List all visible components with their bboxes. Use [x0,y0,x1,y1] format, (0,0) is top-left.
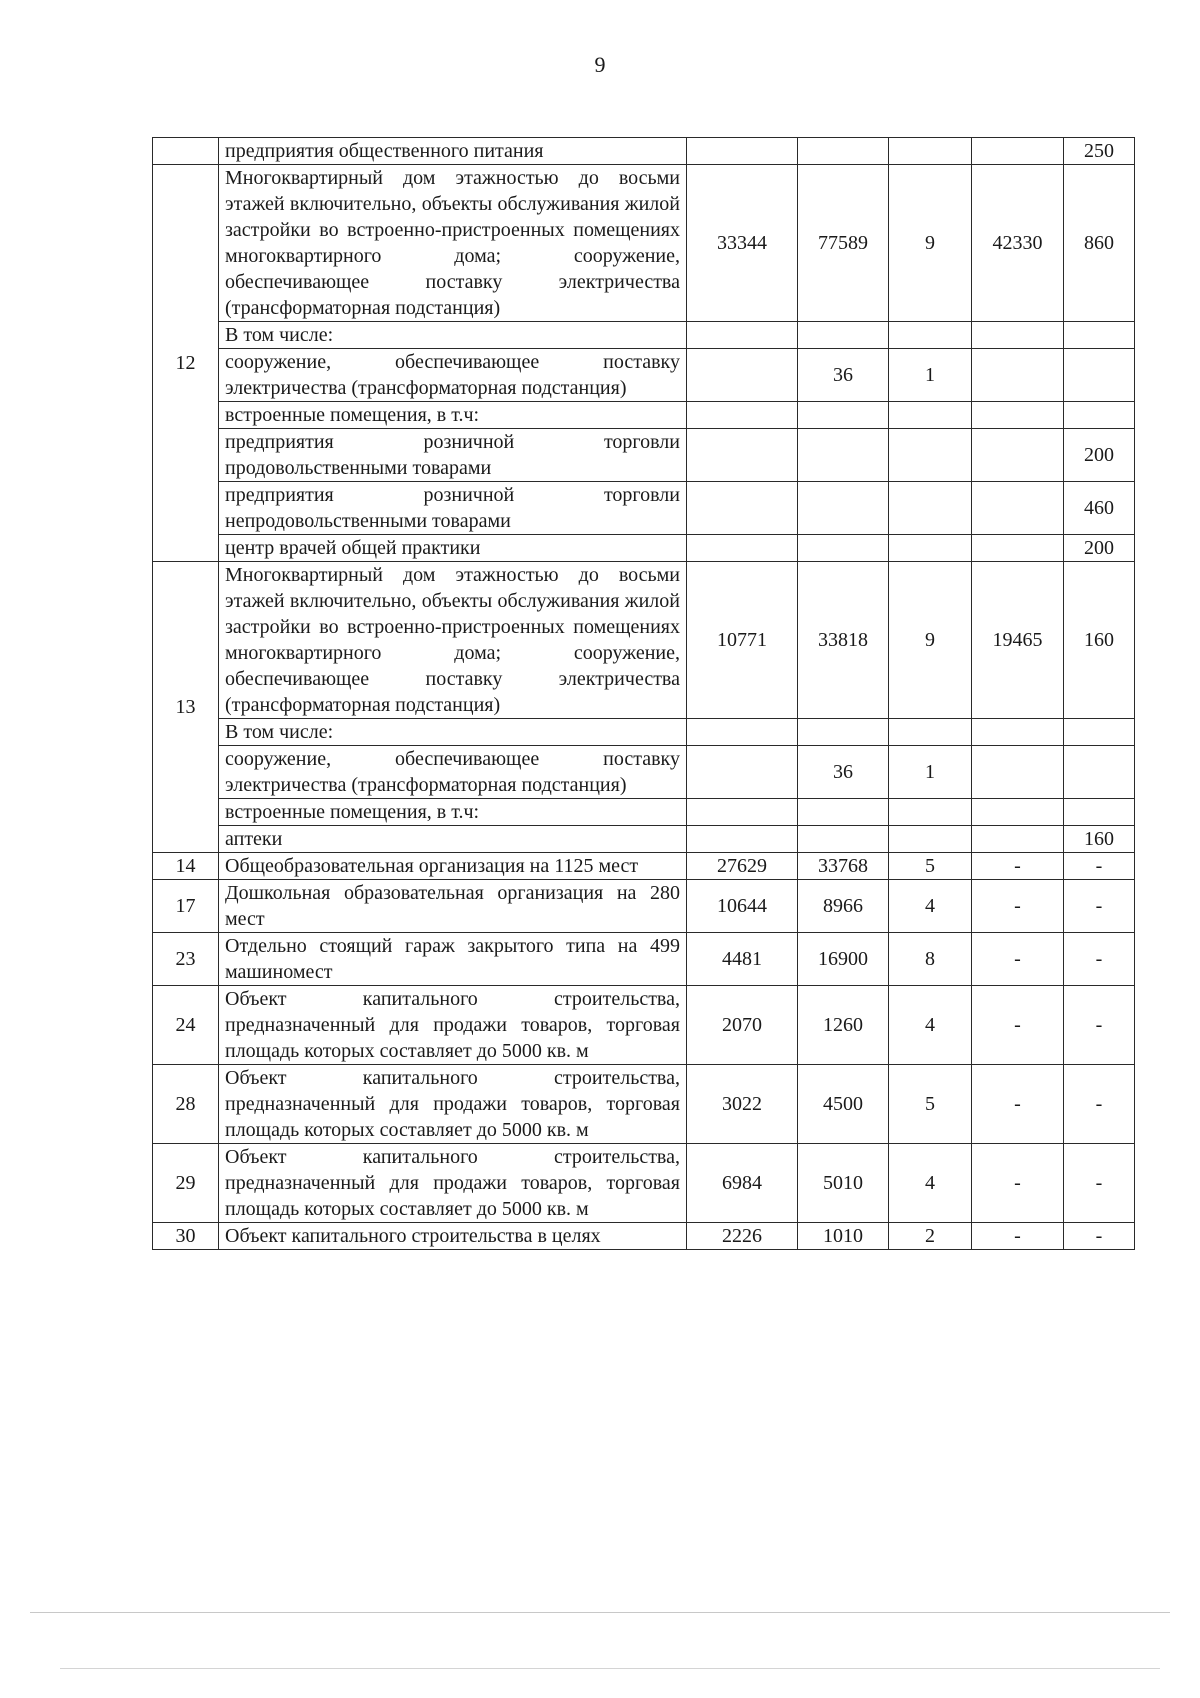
description-cell: Дошкольная образовательная организация на 280 мест [219,880,687,933]
table-row [153,138,1135,165]
value-cell: 42330 [972,165,1064,322]
value-cell [687,482,798,535]
value-cell: 4 [889,1144,972,1223]
value-cell: 4 [889,880,972,933]
value-cell [889,535,972,562]
value-cell [972,746,1064,799]
description-cell: В том числе: [219,719,687,746]
description-cell: Отдельно стоящий гараж закрытого типа на 499 машиномест [219,933,687,986]
row-number-cell: 13 [153,562,219,853]
table-row [153,746,1135,799]
value-cell: 36 [798,349,889,402]
table-row [153,349,1135,402]
value-cell [798,429,889,482]
value-cell [687,138,798,165]
value-cell [1064,746,1135,799]
value-cell [1064,349,1135,402]
value-cell: 250 [1064,138,1135,165]
value-cell [1064,799,1135,826]
value-cell: 33344 [687,165,798,322]
value-cell: 2 [889,1223,972,1250]
value-cell [687,535,798,562]
description-cell: Многоквартирный дом этажностью до восьми этажей включительно, объекты обслуживания жилой застройки во встроенно-пристроенных помещениях многоквартирного дома; сооружение, обеспечивающее поставку электричества (трансформаторная подстанция) [219,562,687,719]
value-cell [889,826,972,853]
value-cell: 200 [1064,535,1135,562]
table-row [153,880,1135,933]
row-number-cell: 24 [153,986,219,1065]
value-cell: 4500 [798,1065,889,1144]
value-cell: - [972,1144,1064,1223]
value-cell: 1260 [798,986,889,1065]
row-number-cell: 14 [153,853,219,880]
value-cell: 10771 [687,562,798,719]
value-cell [687,746,798,799]
row-number-cell: 12 [153,165,219,562]
value-cell: 9 [889,562,972,719]
value-cell: - [972,853,1064,880]
table-row [153,853,1135,880]
value-cell: 200 [1064,429,1135,482]
value-cell: - [972,1223,1064,1250]
value-cell: 460 [1064,482,1135,535]
description-cell: Общеобразовательная организация на 1125 мест [219,853,687,880]
value-cell [972,799,1064,826]
value-cell [798,799,889,826]
value-cell [889,482,972,535]
value-cell: 860 [1064,165,1135,322]
table-row [153,322,1135,349]
value-cell [1064,322,1135,349]
scan-artifact-line [60,1668,1160,1669]
row-number-cell: 30 [153,1223,219,1250]
value-cell: 5010 [798,1144,889,1223]
table-row [153,429,1135,482]
table-row [153,402,1135,429]
value-cell [798,402,889,429]
value-cell: 5 [889,853,972,880]
value-cell [798,322,889,349]
value-cell: 9 [889,165,972,322]
value-cell: - [972,986,1064,1065]
value-cell [889,429,972,482]
value-cell: - [1064,933,1135,986]
value-cell: 3022 [687,1065,798,1144]
table-row [153,482,1135,535]
value-cell [798,138,889,165]
table-row [153,933,1135,986]
value-cell: 5 [889,1065,972,1144]
value-cell: - [1064,986,1135,1065]
value-cell [889,138,972,165]
value-cell [972,349,1064,402]
value-cell: 4481 [687,933,798,986]
table-row [153,535,1135,562]
value-cell [687,402,798,429]
scan-artifact-line [30,1612,1170,1613]
row-number-cell: 23 [153,933,219,986]
description-cell: центр врачей общей практики [219,535,687,562]
table-row [153,799,1135,826]
table-row [153,986,1135,1065]
value-cell [1064,719,1135,746]
value-cell [798,826,889,853]
description-cell: Объект капитального строительства, предназначенный для продажи товаров, торговая площадь которых составляет до 5000 кв. м [219,986,687,1065]
value-cell [687,719,798,746]
value-cell [972,402,1064,429]
row-number-cell: 17 [153,880,219,933]
value-cell: 2226 [687,1223,798,1250]
value-cell [1064,402,1135,429]
table-row [153,1223,1135,1250]
description-cell: Объект капитального строительства в целях [219,1223,687,1250]
value-cell: 1 [889,746,972,799]
value-cell: 160 [1064,826,1135,853]
page-number: 9 [594,52,606,77]
value-cell: 6984 [687,1144,798,1223]
table-row [153,826,1135,853]
value-cell [972,138,1064,165]
description-cell: Многоквартирный дом этажностью до восьми этажей включительно, объекты обслуживания жилой застройки во встроенно-пристроенных помещениях многоквартирного дома; сооружение, обеспечивающее поставку электричества (трансформаторная подстанция) [219,165,687,322]
value-cell [687,322,798,349]
value-cell [889,719,972,746]
value-cell: 77589 [798,165,889,322]
value-cell [972,826,1064,853]
value-cell [687,826,798,853]
description-cell: аптеки [219,826,687,853]
value-cell: 1 [889,349,972,402]
table-row [153,1065,1135,1144]
description-cell: сооружение, обеспечивающее поставку электричества (трансформаторная подстанция) [219,349,687,402]
value-cell [889,402,972,429]
value-cell: - [1064,1065,1135,1144]
value-cell: 10644 [687,880,798,933]
description-cell: встроенные помещения, в т.ч: [219,799,687,826]
table-row [153,165,1135,322]
value-cell [972,482,1064,535]
value-cell: - [972,1065,1064,1144]
row-number-cell: 29 [153,1144,219,1223]
description-cell: предприятия розничной торговли непродовольственными товарами [219,482,687,535]
value-cell: 33818 [798,562,889,719]
value-cell: 160 [1064,562,1135,719]
value-cell: 2070 [687,986,798,1065]
value-cell: - [972,933,1064,986]
value-cell: - [972,880,1064,933]
value-cell: - [1064,880,1135,933]
value-cell: 27629 [687,853,798,880]
value-cell [972,535,1064,562]
table-row [153,1144,1135,1223]
description-cell: Объект капитального строительства, предназначенный для продажи товаров, торговая площадь которых составляет до 5000 кв. м [219,1144,687,1223]
value-cell: - [1064,853,1135,880]
data-table [152,137,1135,1250]
description-cell: встроенные помещения, в т.ч: [219,402,687,429]
value-cell: - [1064,1223,1135,1250]
row-number-cell: 28 [153,1065,219,1144]
value-cell: 1010 [798,1223,889,1250]
description-cell: сооружение, обеспечивающее поставку электричества (трансформаторная подстанция) [219,746,687,799]
value-cell: 4 [889,986,972,1065]
value-cell [798,535,889,562]
description-cell: предприятия общественного питания [219,138,687,165]
description-cell: В том числе: [219,322,687,349]
value-cell [798,719,889,746]
table-row [153,562,1135,719]
value-cell: 8 [889,933,972,986]
value-cell [889,799,972,826]
value-cell [687,429,798,482]
value-cell: 16900 [798,933,889,986]
description-cell: предприятия розничной торговли продовольственными товарами [219,429,687,482]
value-cell: 36 [798,746,889,799]
value-cell [972,719,1064,746]
value-cell: 19465 [972,562,1064,719]
value-cell: - [1064,1144,1135,1223]
value-cell [687,349,798,402]
value-cell: 8966 [798,880,889,933]
value-cell: 33768 [798,853,889,880]
value-cell [972,429,1064,482]
value-cell [889,322,972,349]
description-cell: Объект капитального строительства, предназначенный для продажи товаров, торговая площадь которых составляет до 5000 кв. м [219,1065,687,1144]
value-cell [972,322,1064,349]
value-cell [798,482,889,535]
table-row [153,719,1135,746]
row-number-cell [153,138,219,165]
value-cell [687,799,798,826]
